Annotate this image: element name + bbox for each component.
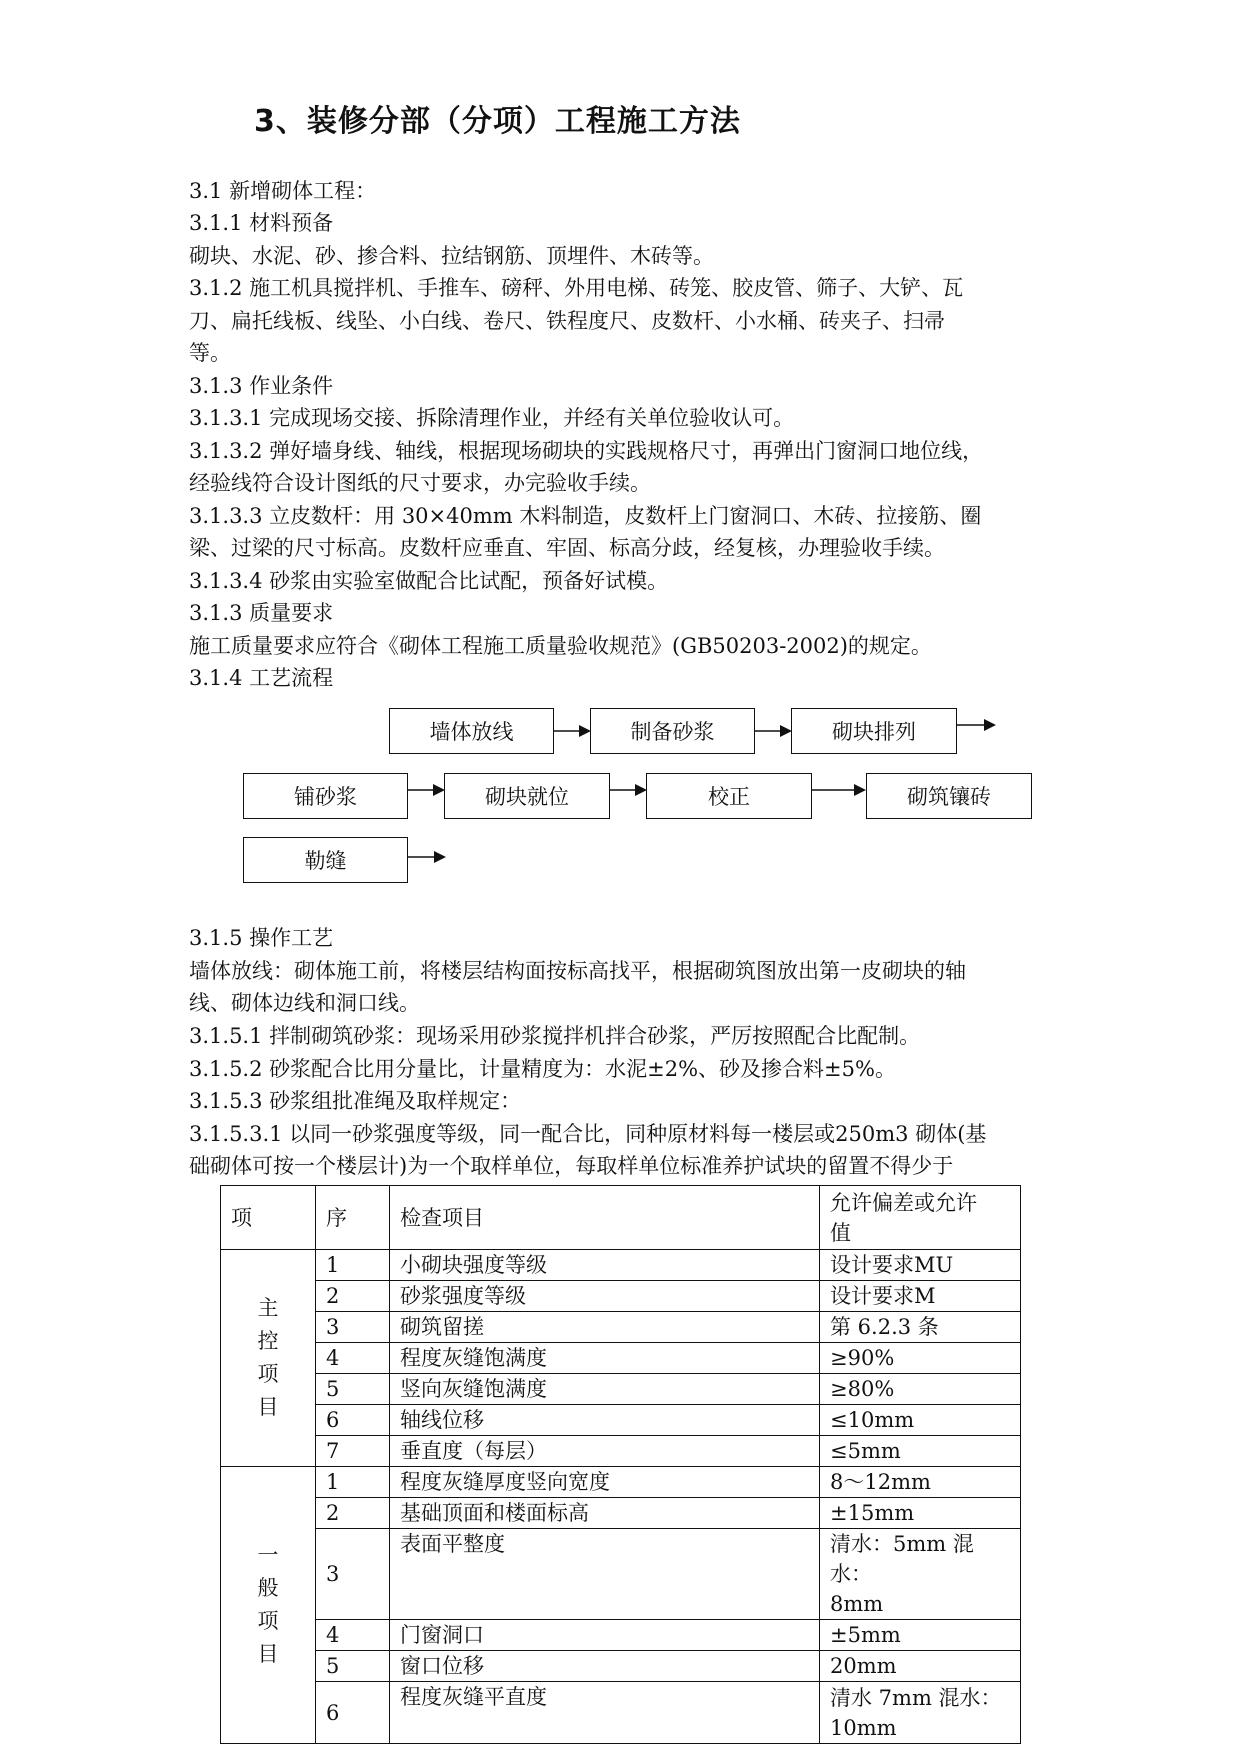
table-row xyxy=(221,1436,1021,1467)
cell-no: 5 xyxy=(316,1374,390,1405)
cell-value: 设计要求M xyxy=(820,1281,1021,1312)
table-header-row xyxy=(221,1186,1021,1250)
condition-3-1-3-3-line-1: 3.1.3.3 立皮数杆：用 30×40mm 木料制造，皮数杆上门窗洞口、木砖、拉接筋、圈 xyxy=(189,504,982,528)
cell-item: 砂浆强度等级 xyxy=(390,1281,820,1312)
condition-3-1-3-2-line-1: 3.1.3.2 弹好墙身线、轴线，根据现场砌块的实践规格尺寸，再弹出门窗洞口地位线， xyxy=(189,439,984,463)
process-flow-heading: 3.1.4 工艺流程 xyxy=(189,666,334,690)
flow-step-spread-mortar: 铺砂浆 xyxy=(243,773,408,819)
cell-item: 轴线位移 xyxy=(390,1405,820,1436)
cell-item: 程度灰缝厚度竖向宽度 xyxy=(390,1467,820,1498)
cell-value: ≥90% xyxy=(820,1343,1021,1374)
cell-no: 5 xyxy=(316,1651,390,1682)
table-row xyxy=(221,1343,1021,1374)
cell-no: 7 xyxy=(316,1436,390,1467)
step-3-1-5-2: 3.1.5.2 砂浆配合比用分量比，计量精度为：水泥±2%、砂及掺合料±5%。 xyxy=(189,1057,896,1081)
cell-no: 3 xyxy=(316,1312,390,1343)
table-row xyxy=(221,1374,1021,1405)
tools-text-line-3: 等。 xyxy=(189,341,231,365)
section-3-1-3-heading: 3.1.3 作业条件 xyxy=(189,374,334,398)
tools-text-line-2: 刀、扁托线板、线坠、小白线、卷尺、铁程度尺、皮数杆、小水桶、砖夹子、扫帚 xyxy=(189,309,945,333)
flow-step-block-arrangement: 砌块排列 xyxy=(791,708,957,754)
cell-value: 清水 7mm 混水： 10mm xyxy=(820,1682,1021,1744)
cell-item: 程度灰缝饱满度 xyxy=(390,1343,820,1374)
table-row xyxy=(221,1682,1021,1744)
flow-step-pointing: 勒缝 xyxy=(243,837,408,883)
wall-layout-text-line-1: 墙体放线：砌体施工前，将楼层结构面按标高找平，根据砌筑图放出第一皮砌块的轴 xyxy=(189,959,966,983)
table-row xyxy=(221,1620,1021,1651)
flow-arrow xyxy=(610,783,647,797)
cell-no: 1 xyxy=(316,1467,390,1498)
cell-value: ≥80% xyxy=(820,1374,1021,1405)
group-general: 一 般 项 目 xyxy=(221,1467,316,1744)
cell-item: 砌筑留搓 xyxy=(390,1312,820,1343)
table-row xyxy=(221,1281,1021,1312)
section-3-1-heading: 3.1 新增砌体工程： xyxy=(189,179,377,203)
cell-item: 程度灰缝平直度 xyxy=(390,1682,820,1744)
table-row xyxy=(221,1651,1021,1682)
table-row xyxy=(221,1250,1021,1281)
header-category: 项 xyxy=(221,1186,316,1250)
table-row xyxy=(221,1467,1021,1498)
section-3-1-1-heading: 3.1.1 材料预备 xyxy=(189,211,334,235)
table-row xyxy=(221,1529,1021,1620)
flow-arrow xyxy=(957,718,997,732)
flow-step-correction: 校正 xyxy=(646,773,812,819)
flow-arrow xyxy=(755,724,792,738)
step-3-1-5-3: 3.1.5.3 砂浆组批准绳及取样规定： xyxy=(189,1089,522,1113)
materials-text: 砌块、水泥、砂、掺合料、拉结钢筋、顶埋件、木砖等。 xyxy=(189,244,714,268)
flow-step-block-placement: 砌块就位 xyxy=(444,773,610,819)
step-3-1-5-3-1-line-1: 3.1.5.3.1 以同一砂浆强度等级，同一配合比，同种原材料每一楼层或250m3 砌体(基 xyxy=(189,1122,987,1146)
cell-no: 6 xyxy=(316,1405,390,1436)
cell-item: 竖向灰缝饱满度 xyxy=(390,1374,820,1405)
flow-arrow xyxy=(408,850,446,864)
cell-item: 窗口位移 xyxy=(390,1651,820,1682)
condition-3-1-3-1: 3.1.3.1 完成现场交接、拆除清理作业，并经有关单位验收认可。 xyxy=(189,406,795,430)
tools-text-line-1: 3.1.2 施工机具搅拌机、手推车、磅秤、外用电梯、砖笼、胶皮管、筛子、大铲、瓦 xyxy=(189,276,964,300)
condition-3-1-3-2-line-2: 经验线符合设计图纸的尺寸要求，办完验收手续。 xyxy=(189,471,651,495)
quality-text: 施工质量要求应符合《砌体工程施工质量验收规范》(GB50203-2002)的规定。 xyxy=(189,634,932,658)
cell-no: 6 xyxy=(316,1682,390,1744)
flow-step-brick-inlay: 砌筑镶砖 xyxy=(866,773,1032,819)
flow-arrow xyxy=(554,724,591,738)
cell-value: 8～12mm xyxy=(820,1467,1021,1498)
quality-heading: 3.1.3 质量要求 xyxy=(189,601,334,625)
cell-item: 垂直度（每层） xyxy=(390,1436,820,1467)
group-main-control: 主 控 项 目 xyxy=(221,1250,316,1467)
cell-no: 2 xyxy=(316,1281,390,1312)
cell-no: 2 xyxy=(316,1498,390,1529)
condition-3-1-3-3-line-2: 梁、过梁的尺寸标高。皮数杆应垂直、牢固、标高分歧，经复核，办理验收手续。 xyxy=(189,536,945,560)
flow-arrow xyxy=(408,783,445,797)
table-row xyxy=(221,1405,1021,1436)
cell-no: 1 xyxy=(316,1250,390,1281)
cell-item: 小砌块强度等级 xyxy=(390,1250,820,1281)
header-check-item: 检查项目 xyxy=(390,1186,820,1250)
step-3-1-5-3-1-line-2: 础砌体可按一个楼层计)为一个取样单位，每取样单位标准养护试块的留置不得少于 xyxy=(189,1154,954,1178)
cell-no: 3 xyxy=(316,1529,390,1620)
cell-item: 基础顶面和楼面标高 xyxy=(390,1498,820,1529)
cell-value: 20mm xyxy=(820,1651,1021,1682)
condition-3-1-3-4: 3.1.3.4 砂浆由实验室做配合比试配，预备好试模。 xyxy=(189,569,669,593)
cell-no: 4 xyxy=(316,1620,390,1651)
page-title: 3、装修分部（分项）工程施工方法 xyxy=(254,104,741,139)
cell-item: 门窗洞口 xyxy=(390,1620,820,1651)
cell-value: ±5mm xyxy=(820,1620,1021,1651)
step-3-1-5-1: 3.1.5.1 拌制砌筑砂浆：现场采用砂浆搅拌机拌合砂浆，严厉按照配合比配制。 xyxy=(189,1024,921,1048)
cell-item: 表面平整度 xyxy=(390,1529,820,1620)
cell-value: 设计要求MU xyxy=(820,1250,1021,1281)
cell-value: ≤10mm xyxy=(820,1405,1021,1436)
flow-step-prepare-mortar: 制备砂浆 xyxy=(590,708,755,754)
flow-step-wall-layout: 墙体放线 xyxy=(389,708,554,754)
table-row xyxy=(221,1498,1021,1529)
section-3-1-5-heading: 3.1.5 操作工艺 xyxy=(189,926,334,950)
cell-no: 4 xyxy=(316,1343,390,1374)
cell-value: ±15mm xyxy=(820,1498,1021,1529)
cell-value: 清水：5mm 混水： 8mm xyxy=(820,1529,1021,1620)
table-row xyxy=(221,1312,1021,1343)
wall-layout-text-line-2: 线、砌体边线和洞口线。 xyxy=(189,991,420,1015)
header-tolerance: 允许偏差或允许 值 xyxy=(820,1186,1021,1250)
header-seq: 序 xyxy=(316,1186,390,1250)
flow-arrow xyxy=(812,783,866,797)
cell-value: ≤5mm xyxy=(820,1436,1021,1467)
quality-check-table xyxy=(220,1185,1021,1744)
cell-value: 第 6.2.3 条 xyxy=(820,1312,1021,1343)
